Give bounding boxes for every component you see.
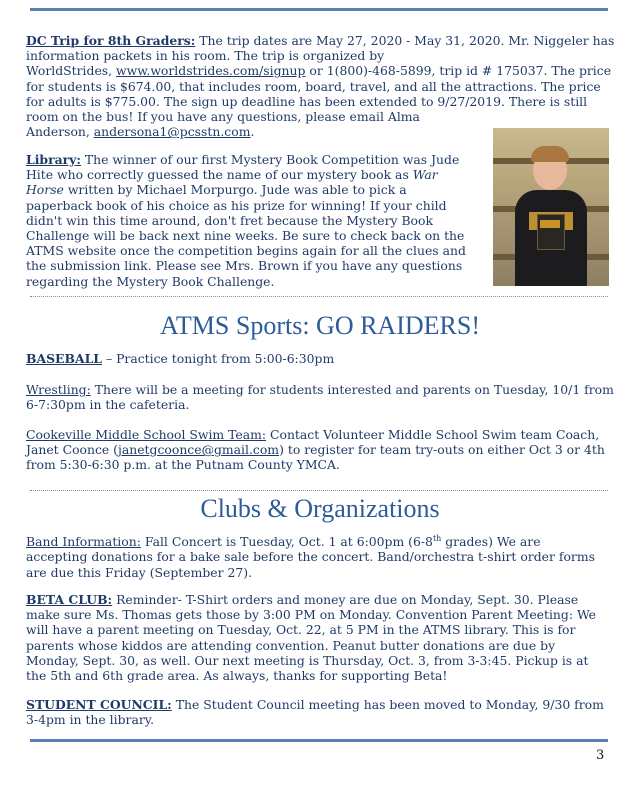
bottom-rule xyxy=(30,739,608,742)
council-heading: STUDENT COUNCIL: xyxy=(26,697,172,712)
top-rule xyxy=(30,8,608,11)
library-text: the submission link. Please see Mrs. Brown if you have any questions xyxy=(26,258,463,274)
student-council-item xyxy=(26,697,604,727)
wrestling-text: 6-7:30pm in the cafeteria. xyxy=(26,397,190,413)
baseball-item xyxy=(26,351,334,366)
section-divider xyxy=(30,296,608,297)
dc-trip-text: . xyxy=(250,124,255,140)
library-section xyxy=(26,152,466,289)
band-text: are due this Friday (September 27). xyxy=(26,564,253,580)
wrestling-item xyxy=(26,382,614,412)
swim-text: from 5:30-6:30 p.m. at the Putnam County YMCA. xyxy=(26,457,340,473)
library-text: didn't win this time around, don't fret because the Mystery Book xyxy=(26,212,433,228)
wrestling-heading: Wrestling: xyxy=(26,382,91,397)
sports-title: ATMS Sports: GO RAIDERS! xyxy=(160,311,480,340)
library-text: Hite who correctly guessed the name of our mystery book as xyxy=(26,167,413,183)
beta-item xyxy=(26,592,596,683)
book-title: Horse xyxy=(26,182,64,198)
beta-text: parents whose kiddos are attending convention. Peanut butter donations are due by xyxy=(26,637,556,653)
dc-trip-text: for adults is $775.00. The sign up deadline has been extended to 9/27/2019. There is still xyxy=(26,93,588,109)
beta-heading: BETA CLUB: xyxy=(26,592,113,607)
library-text: ATMS website once the competition begins again for all the clues and xyxy=(26,243,466,259)
anderson-email-link[interactable]: andersona1@pcsstn.com xyxy=(93,124,251,140)
swim-text: Janet Coonce ( xyxy=(26,442,119,458)
student-photo xyxy=(493,128,609,286)
beta-text: Reminder- T-Shirt orders and money are due on Monday, Sept. 30. Please xyxy=(112,592,579,607)
swim-text: Contact Volunteer Middle School Swim team Coach, xyxy=(266,427,600,442)
band-heading: Band Information: xyxy=(26,534,141,550)
dc-trip-heading: DC Trip for 8th Graders: xyxy=(26,33,196,48)
dc-trip-text: information packets in his room. The trip is organized by xyxy=(26,48,385,64)
coonce-email-link[interactable]: janetgcoonce@gmail.com xyxy=(118,442,280,458)
baseball-text: – Practice tonight from 5:00-6:30pm xyxy=(102,351,335,366)
baseball-heading: BASEBALL xyxy=(26,351,102,366)
band-text: accepting donations for a bake sale before the concert. Band/orchestra t-shirt order forms xyxy=(26,549,595,565)
book-title: War xyxy=(412,167,438,183)
swim-item xyxy=(26,427,605,473)
student-hair xyxy=(531,146,569,162)
council-text: 3-4pm in the library. xyxy=(26,712,155,728)
library-text: written by Michael Morpurgo. Jude was able to pick a xyxy=(63,182,407,198)
swim-heading: Cookeville Middle School Swim Team: xyxy=(26,427,267,442)
dc-trip-section xyxy=(26,33,614,139)
band-item xyxy=(26,531,595,580)
dc-trip-text: room on the bus! If you have any questions, please email Alma xyxy=(26,109,420,125)
library-text: The winner of our first Mystery Book Competition was Jude xyxy=(80,152,460,167)
worldstrides-link[interactable]: www.worldstrides.com/signup xyxy=(116,63,306,79)
clubs-title: Clubs & Organizations xyxy=(200,494,440,523)
beta-text: make sure Ms. Thomas gets those by 3:00 PM on Monday. Convention Parent Meeting: We xyxy=(26,607,597,623)
swim-text: ) to register for team try-outs on either Oct 3 or 4th xyxy=(279,442,605,458)
beta-text: will have a parent meeting on Tuesday, Oct. 22, at 5 PM in the ATMS library. This is for xyxy=(26,622,576,638)
dc-trip-text: Anderson, xyxy=(26,124,94,140)
beta-text: Monday, Sept. 30, as well. Our next meeting is Thursday, Oct. 3, from 3-3:45. Pickup is at xyxy=(26,652,589,668)
library-text: paperback book of his choice as his prize for winning! If your child xyxy=(26,197,447,213)
wrestling-text: There will be a meeting for students interested and parents on Tuesday, 10/1 from xyxy=(90,382,614,397)
section-divider xyxy=(30,490,608,491)
library-heading: Library: xyxy=(26,152,81,167)
band-text: grades) We are xyxy=(441,534,541,550)
beta-text: the 5th and 6th grade area. As always, thanks for supporting Beta! xyxy=(26,668,448,684)
dc-trip-text: for students is $674.00, that includes room, board, travel, and all the attractions. The price xyxy=(26,78,601,94)
band-text: Fall Concert is Tuesday, Oct. 1 at 6:00pm (6-8 xyxy=(140,534,433,550)
band-superscript: th xyxy=(432,534,442,543)
library-text: regarding the Mystery Book Challenge. xyxy=(26,273,275,289)
dc-trip-text: WorldStrides, xyxy=(26,63,117,79)
dc-trip-text: or 1(800)-468-5899, trip id # 175037. The price xyxy=(305,63,612,79)
page-number: 3 xyxy=(596,748,605,763)
dc-trip-text: The trip dates are May 27, 2020 - May 31, 2020. Mr. Niggeler has xyxy=(195,33,615,48)
prize-book-title xyxy=(540,220,560,228)
council-text: The Student Council meeting has been moved to Monday, 9/30 from xyxy=(171,697,604,712)
library-text: Challenge will be back next nine weeks. Be sure to check back on the xyxy=(26,228,465,244)
